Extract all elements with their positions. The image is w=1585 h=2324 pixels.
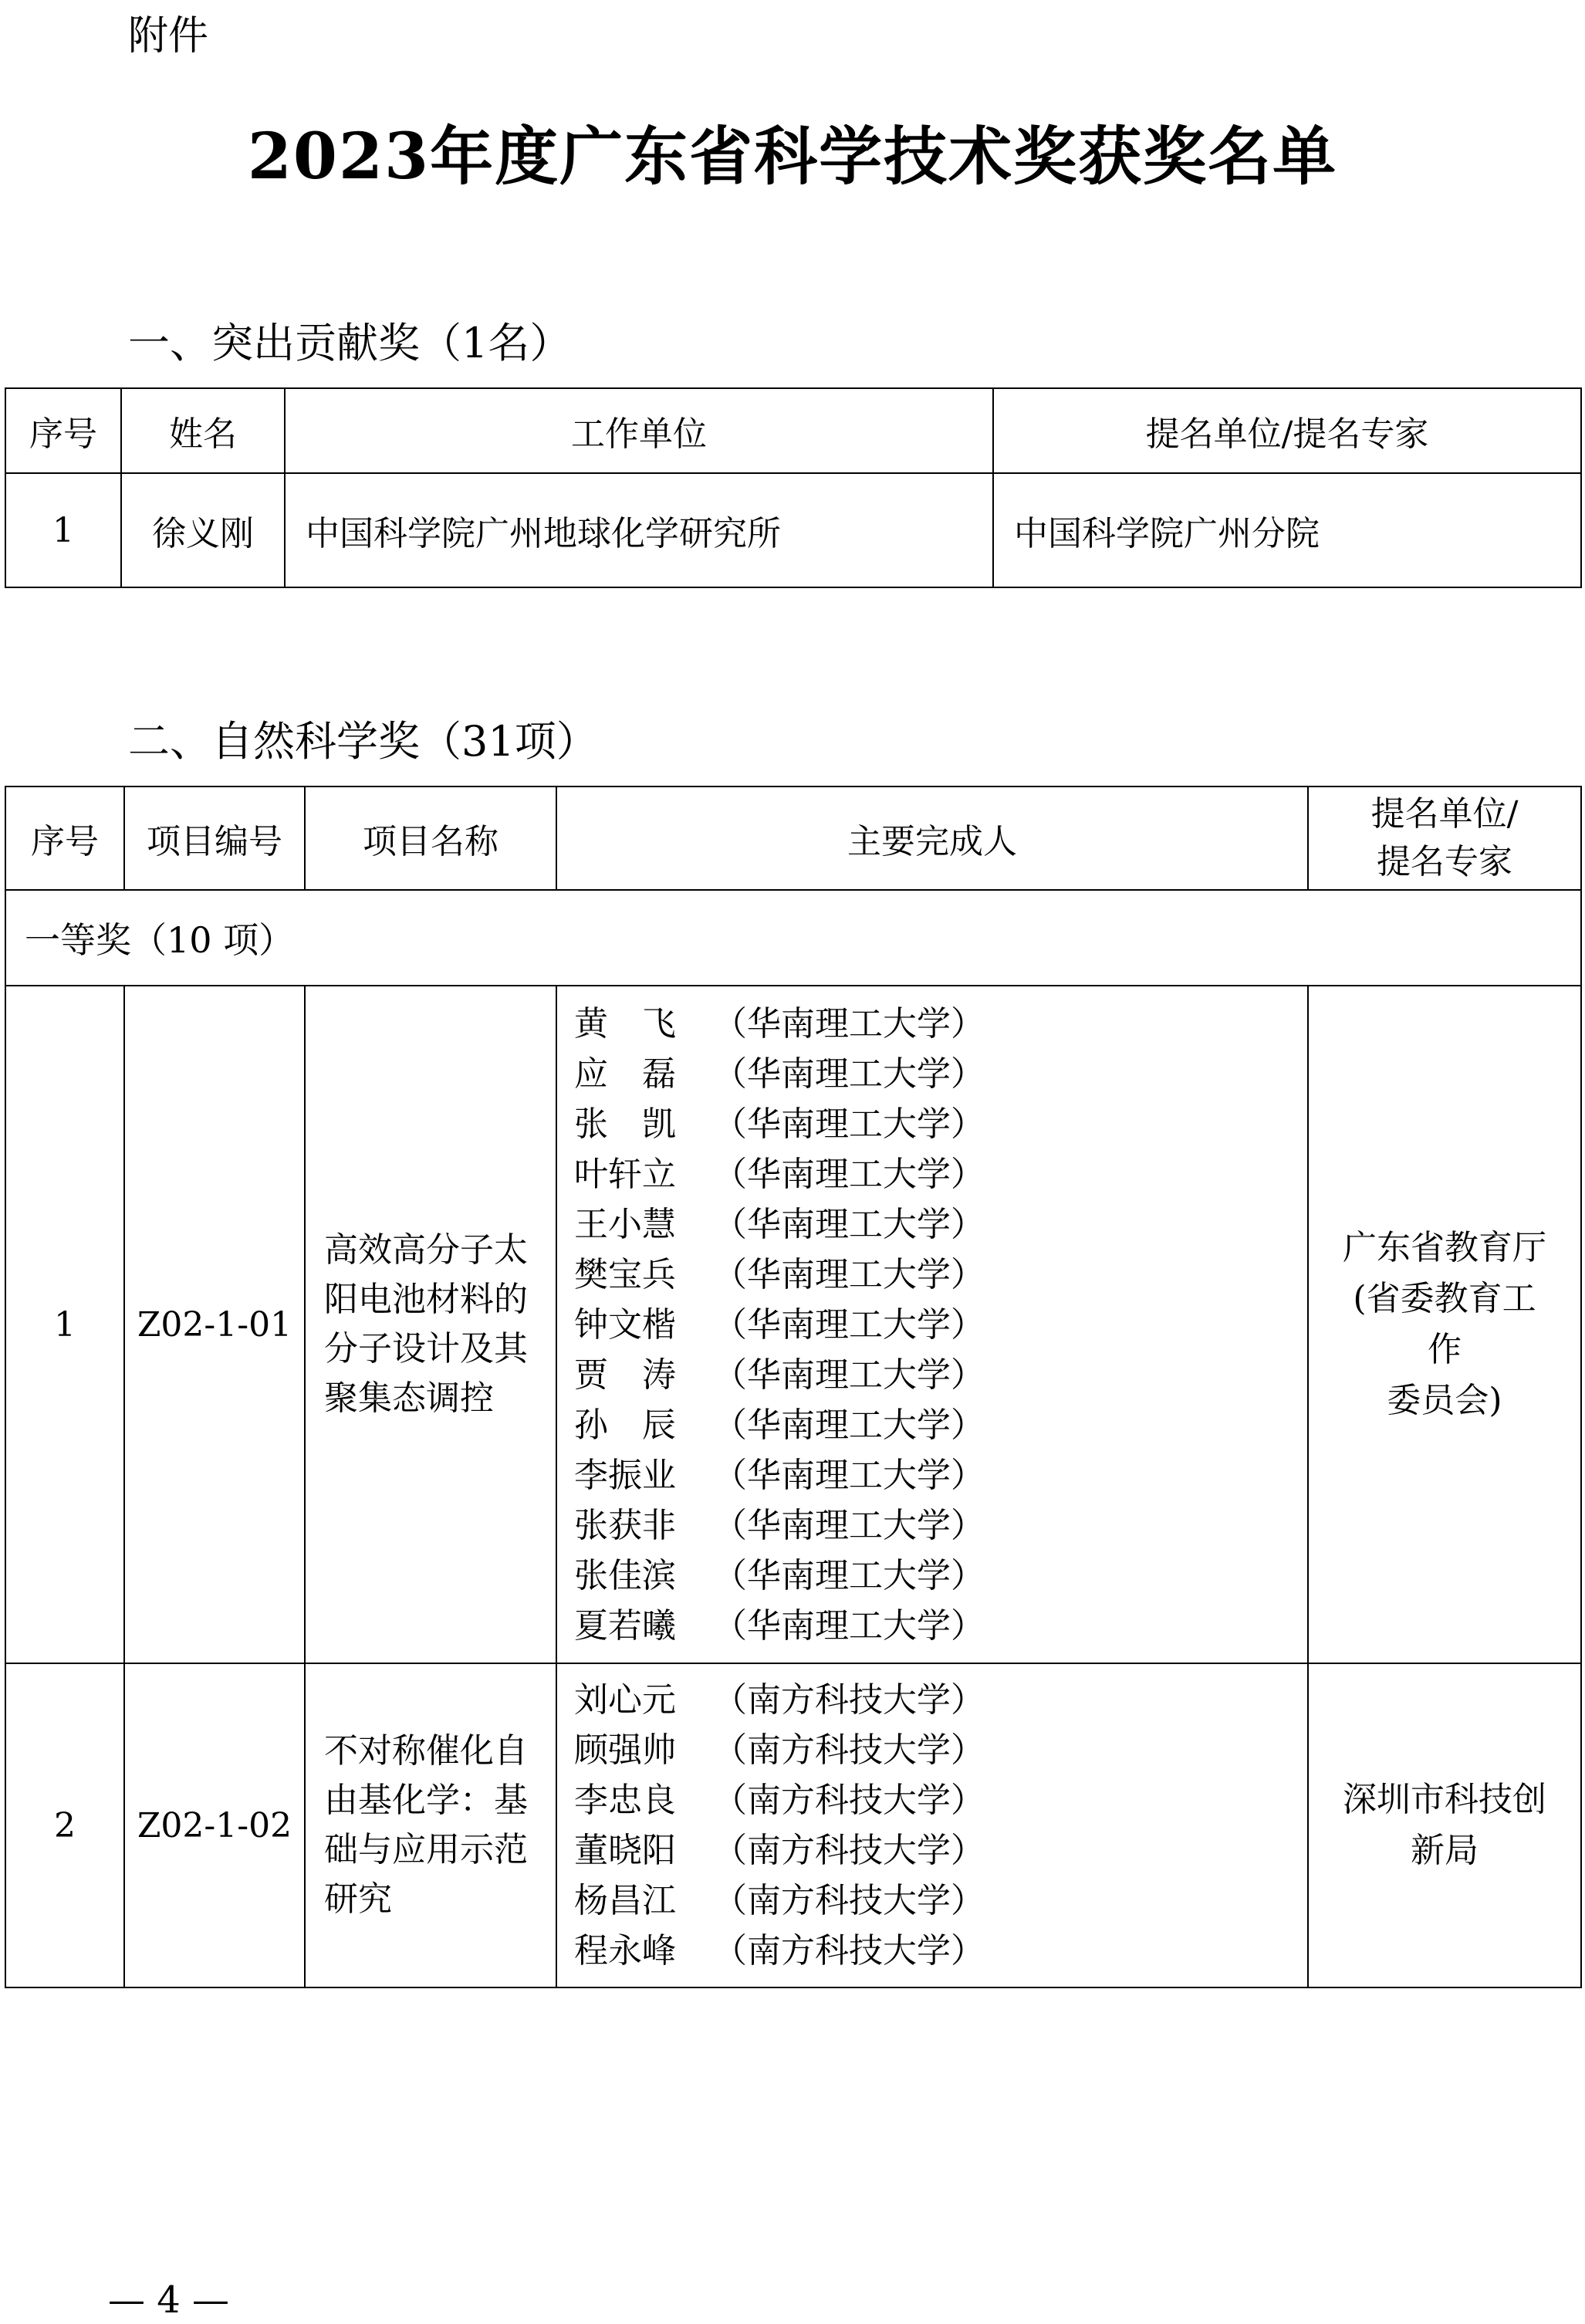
row-people: [556, 986, 1308, 1663]
list-item: 顾强帅 （南方科技大学）: [574, 1730, 985, 1770]
section2-heading: 二、自然科学奖（31项）: [128, 717, 598, 766]
row-code: Z02-1-01: [124, 986, 305, 1663]
col-header-name: 姓名: [121, 388, 285, 473]
table-row: [5, 1663, 1581, 1987]
level-row: [5, 890, 1581, 986]
attachment-label: 附件: [128, 13, 209, 59]
list-item: 董晓阳 （南方科技大学）: [574, 1831, 985, 1870]
list-item: 王小慧 （华南理工大学）: [574, 1204, 985, 1244]
list-item: 贾 涛 （华南理工大学）: [574, 1355, 985, 1395]
row-nominator: 广东省教育厅 (省委教育工作 委员会): [1308, 986, 1581, 1663]
row-project: 不对称催化自 由基化学：基 础与应用示范 研究: [305, 1663, 556, 1987]
outstanding-contribution-table: [5, 387, 1582, 588]
row-people: [556, 1663, 1308, 1987]
list-item: 樊宝兵 （华南理工大学）: [574, 1254, 985, 1294]
table-header-row: [5, 787, 1581, 890]
list-item: 叶轩立 （华南理工大学）: [574, 1154, 985, 1194]
list-item: 程永峰 （南方科技大学）: [574, 1931, 985, 1970]
row-no: 1: [5, 986, 124, 1663]
col-header-project: 项目名称: [305, 787, 556, 890]
row-name: 徐义刚: [121, 473, 285, 587]
list-item: 杨昌江 （南方科技大学）: [574, 1881, 985, 1920]
col-header-nominator: 提名单位/提名专家: [993, 388, 1581, 473]
col-header-code: 项目编号: [124, 787, 305, 890]
table-row: [5, 473, 1581, 587]
row-nominator: 中国科学院广州分院: [993, 473, 1581, 587]
col-header-unit: 工作单位: [285, 388, 993, 473]
list-item: 张获非 （华南理工大学）: [574, 1505, 985, 1545]
list-item: 张佳滨 （华南理工大学）: [574, 1555, 985, 1595]
list-item: 应 磊 （华南理工大学）: [574, 1054, 985, 1094]
natural-science-table: [5, 786, 1582, 1988]
section1-heading: 一、突出贡献奖（1名）: [128, 319, 572, 367]
row-project: 高效高分子太 阳电池材料的 分子设计及其 聚集态调控: [305, 986, 556, 1663]
list-item: 张 凯 （华南理工大学）: [574, 1104, 985, 1144]
row-no: 1: [5, 473, 121, 587]
row-no: 2: [5, 1663, 124, 1987]
list-item: 刘心元 （南方科技大学）: [574, 1680, 985, 1720]
col-header-no: 序号: [5, 388, 121, 473]
col-header-nominator: 提名单位/ 提名专家: [1308, 787, 1581, 890]
table-row: [5, 986, 1581, 1663]
table-header-row: [5, 388, 1581, 473]
list-item: 李振业 （华南理工大学）: [574, 1455, 985, 1495]
level-label: 一等奖（10 项）: [5, 890, 1581, 986]
list-item: 黄 飞 （华南理工大学）: [574, 1003, 985, 1044]
row-unit: 中国科学院广州地球化学研究所: [285, 473, 993, 587]
list-item: 夏若曦 （华南理工大学）: [574, 1605, 985, 1646]
row-code: Z02-1-02: [124, 1663, 305, 1987]
row-nominator: 深圳市科技创 新局: [1308, 1663, 1581, 1987]
col-header-no: 序号: [5, 787, 124, 890]
list-item: 钟文楷 （华南理工大学）: [574, 1304, 985, 1345]
page-title: 2023年度广东省科学技术奖获奖名单: [247, 120, 1338, 194]
page-number: — 4 —: [108, 2278, 230, 2322]
col-header-people: 主要完成人: [556, 787, 1308, 890]
list-item: 孙 辰 （华南理工大学）: [574, 1405, 985, 1445]
list-item: 李忠良 （南方科技大学）: [574, 1781, 985, 1820]
